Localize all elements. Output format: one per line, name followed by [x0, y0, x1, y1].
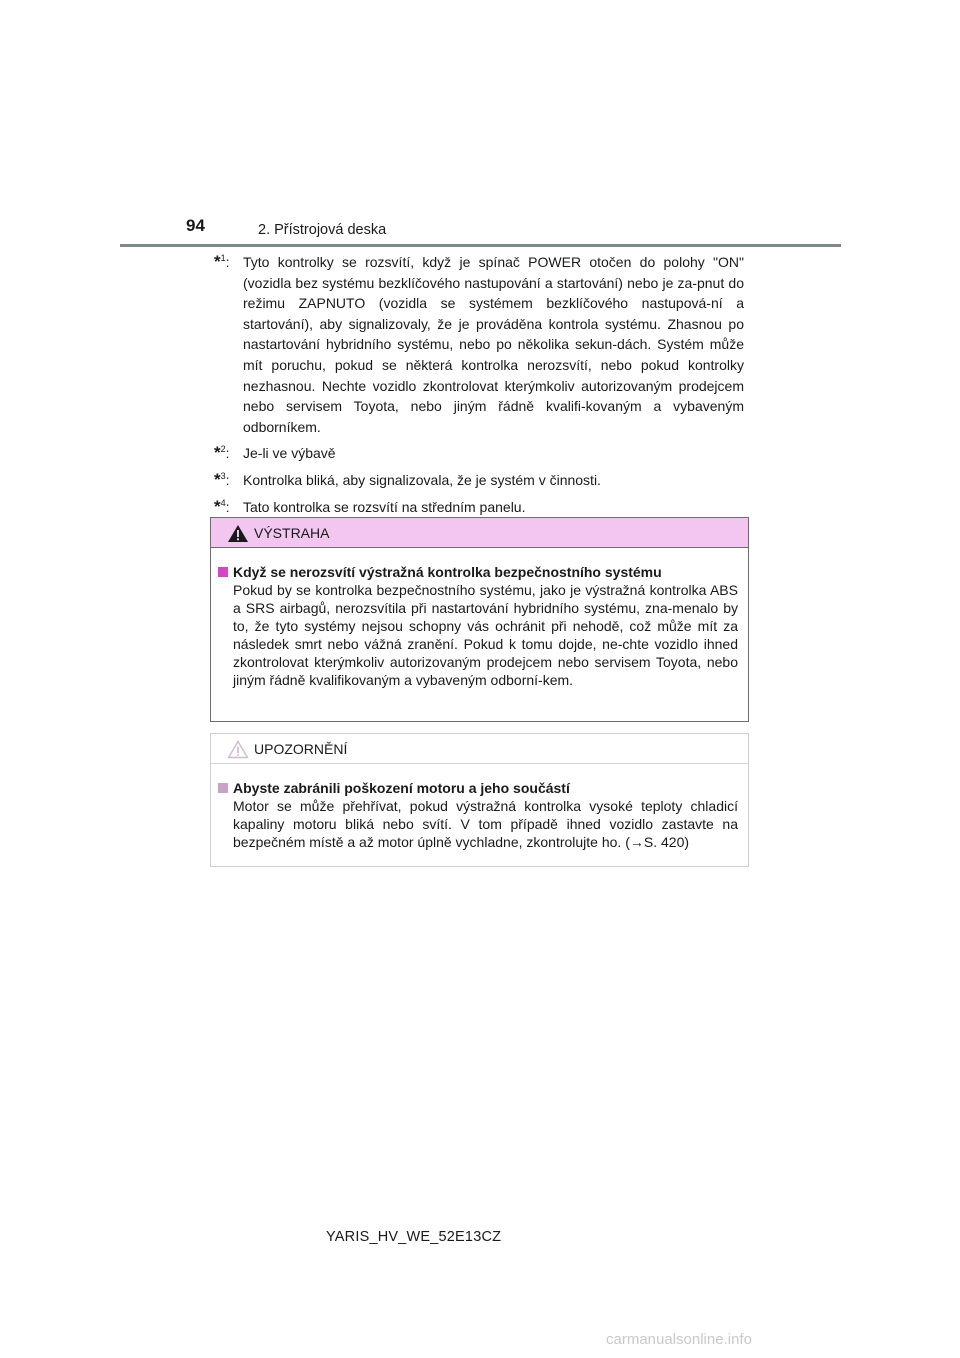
footnotes — [214, 252, 744, 523]
footnote-marker: *$^2$: — [214, 443, 230, 463]
footnote-text: Kontrolka bliká, aby signalizovala, že je systém v činnosti. — [243, 471, 601, 488]
warning-box — [210, 517, 749, 722]
notice-box-header — [211, 734, 748, 764]
footnote — [214, 470, 744, 491]
notice-box-body — [211, 764, 748, 852]
warning-title-text: Když se nerozsvítí výstražná kontrolka bezpečnostního systému — [233, 564, 662, 580]
warning-box-header — [211, 518, 748, 548]
page-number: 94 — [186, 216, 205, 235]
watermark: carmanualsonline.info — [606, 1331, 752, 1348]
notice-item-title — [218, 778, 738, 798]
footnote-text: Tyto kontrolky se rozsvítí, když je spínač POWER otočen do polohy "ON" (vozidla bez systému bezklíčového nastupování a startování) nebo je za-pnut do režimu ZAPNUTO (vozidla se systémem bezklíčového nastupová-ní a startování), aby signalizovaly, že je prováděna kontrola systému. Zhasnou po nastartování hybridního systému, nebo po několika sekun-dách. Systém může mít poruchu, pokud se některá kontrolka nerozsvítí, nebo pokud kontrolky nezhasnou. Nechte vozidlo zkontrolovat kterýmkoliv autorizovaným prodejcem nebo servisem Toyota, nebo jiným řádně kvalifi-kovaným a vybaveným odborníkem. — [243, 254, 744, 435]
footnote-marker: *$^4$: — [214, 496, 230, 516]
notice-label: UPOZORNĚNÍ — [254, 741, 348, 757]
footnote-text: Tato kontrolka se rozsvítí na středním panelu. — [243, 498, 526, 515]
warning-triangle-icon — [227, 524, 249, 543]
footer-doc-code: YARIS_HV_WE_52E13CZ — [326, 1229, 502, 1245]
footnote — [214, 497, 744, 518]
footnote — [214, 252, 744, 437]
warning-item-text: Pokud by se kontrolka bezpečnostního systému, jako je výstražná kontrolka ABS a SRS airbagů, nerozsvítila při nastartování hybridního systému, zna-menalo by to, že tyto systémy nejsou schopny vás ochránit při nehodě, což může mít za následek smrt nebo vážná zranění. Pokud k tomu dojde, ne-chte vozidlo ihned zkontrolovat kterýmkoliv autorizovaným prodejcem nebo servisem Toyota, nebo jiným řádně kvalifikovaným a vybaveným odborní-kem. — [233, 582, 738, 688]
caution-triangle-outline-icon — [227, 740, 249, 759]
bullet-square-icon — [218, 783, 228, 793]
warning-item-title — [218, 562, 738, 582]
footnote-marker: *$^1$: — [214, 252, 230, 271]
footnote-text: Je-li ve výbavě — [243, 445, 336, 462]
footnote-marker: *$^3$: — [214, 469, 230, 489]
notice-box — [210, 733, 749, 867]
footnote — [214, 443, 744, 464]
notice-item-text: Motor se může přehřívat, pokud výstražná kontrolka vysoké teploty chladicí kapaliny motoru bliká nebo svítí. V tom případě ihned vozidlo zastavte na bezpečném místě a až motor úplně vychladne, zkontrolujte ho. (→S. 420) — [233, 798, 738, 850]
bullet-square-icon — [218, 567, 228, 577]
notice-title-text: Abyste zabránili poškození motoru a jeho součástí — [233, 780, 570, 796]
warning-label: VÝSTRAHA — [254, 525, 330, 541]
warning-box-body — [211, 548, 748, 689]
section-title: 2. Přístrojová deska — [258, 222, 387, 238]
header-rule — [120, 244, 841, 247]
